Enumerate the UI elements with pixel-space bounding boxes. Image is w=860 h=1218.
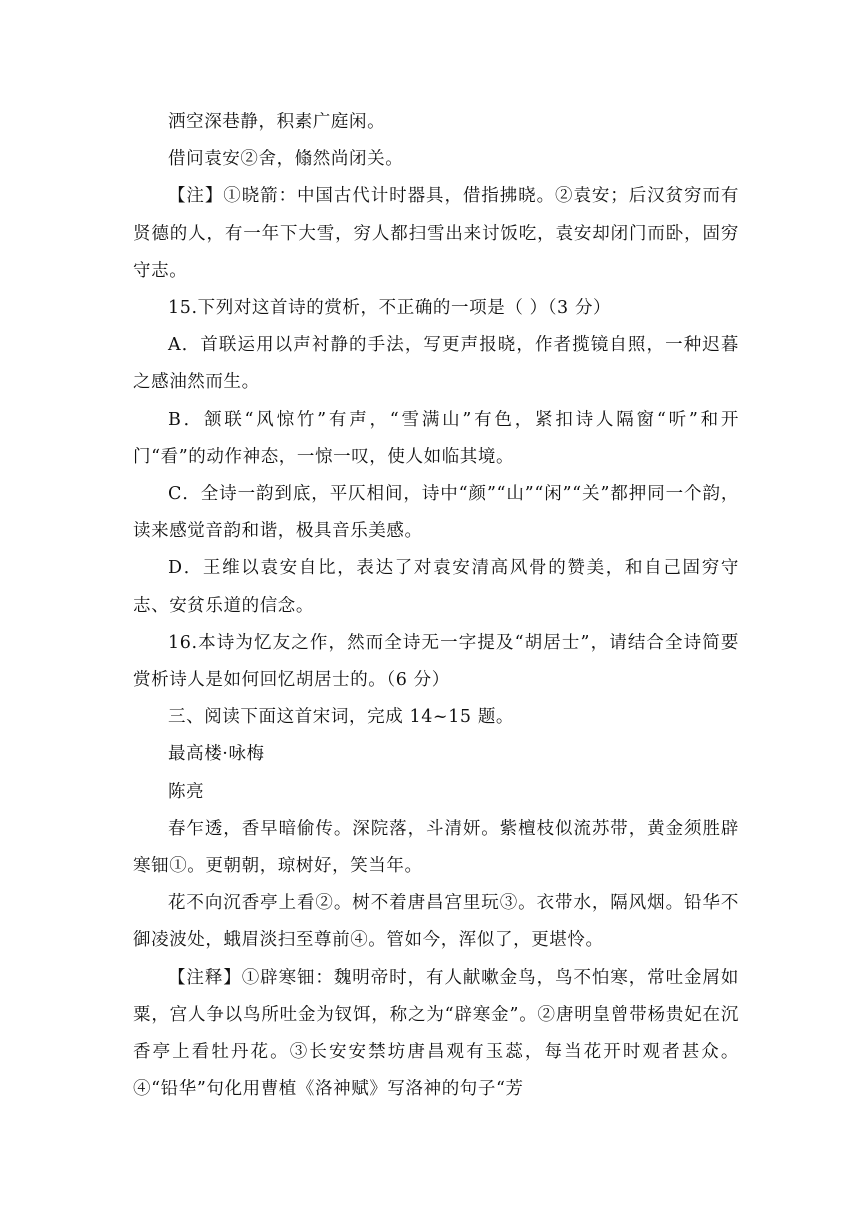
poem-notes: 【注】①晓箭：中国古代计时器具，借指拂晓。②袁安；后汉贫穷而有贤德的人，有一年下大雪，穷人都扫雪出来讨饭吃，袁安却闭门而卧，固穷守志。 xyxy=(133,186,739,281)
ci-author: 陈亮 xyxy=(168,781,205,802)
option-b: B．颔联“风惊竹”有声，“雪满山”有色，紧扣诗人隔窗“听”和开门“看”的动作神态，一惊一叹，使人如临其境。 xyxy=(133,409,739,467)
option-d: D．王维以袁安自比，表达了对袁安清高风骨的赞美，和自己固穷守志、安贫乐道的信念。 xyxy=(133,558,739,616)
poem-line-2: 借问袁安②舍，翛然尚闭关。 xyxy=(168,149,404,170)
option-a: A．首联运用以声衬静的手法，写更声报晓，作者揽镜自照，一种迟暮之感油然而生。 xyxy=(133,335,739,393)
ci-stanza-1: 春乍透，香早暗偷传。深院落，斗清妍。紫檀枝似流苏带，黄金须胜辟寒钿①。更朝朝，琼树好，笑当年。 xyxy=(133,818,739,877)
option-c: C．全诗一韵到底，平仄相间，诗中“颜”“山”“闲”“关”都押同一个韵，读来感觉音韵和谐，极具音乐美感。 xyxy=(133,484,739,542)
question-15: 15.下列对这首诗的赏析，不正确的一项是（ ）（3 分） xyxy=(168,298,612,319)
ci-annotations: 【注释】①辟寒钿：魏明帝时，有人献嗽金鸟，鸟不怕寒，常吐金屑如粟，宫人争以鸟所吐金为钗饵，称之为“辟寒金”。②唐明皇曾带杨贵妃在沉香亭上看牡丹花。③长安安禁坊唐昌观有玉蕊，每当花开时观者甚众。④“铅华”句化用曹植《洛神赋》写洛神的句子“芳 xyxy=(133,967,739,1100)
poem-line-1: 洒空深巷静，积素广庭闲。 xyxy=(168,112,386,132)
ci-title: 最高楼·咏梅 xyxy=(168,744,265,765)
document-body xyxy=(133,104,739,1108)
question-16: 16.本诗为忆友之作，然而全诗无一字提及“胡居士”，请结合全诗简要赏析诗人是如何回忆胡居士的。（6 分） xyxy=(133,632,739,691)
section-heading: 三、阅读下面这首宋词，完成 14~15 题。 xyxy=(168,707,515,728)
ci-stanza-2: 花不向沉香亭上看②。树不着唐昌宫里玩③。衣带水，隔风烟。铅华不御凌波处，蛾眉淡扫至尊前④。管如今，浑似了，更堪怜。 xyxy=(133,893,739,951)
